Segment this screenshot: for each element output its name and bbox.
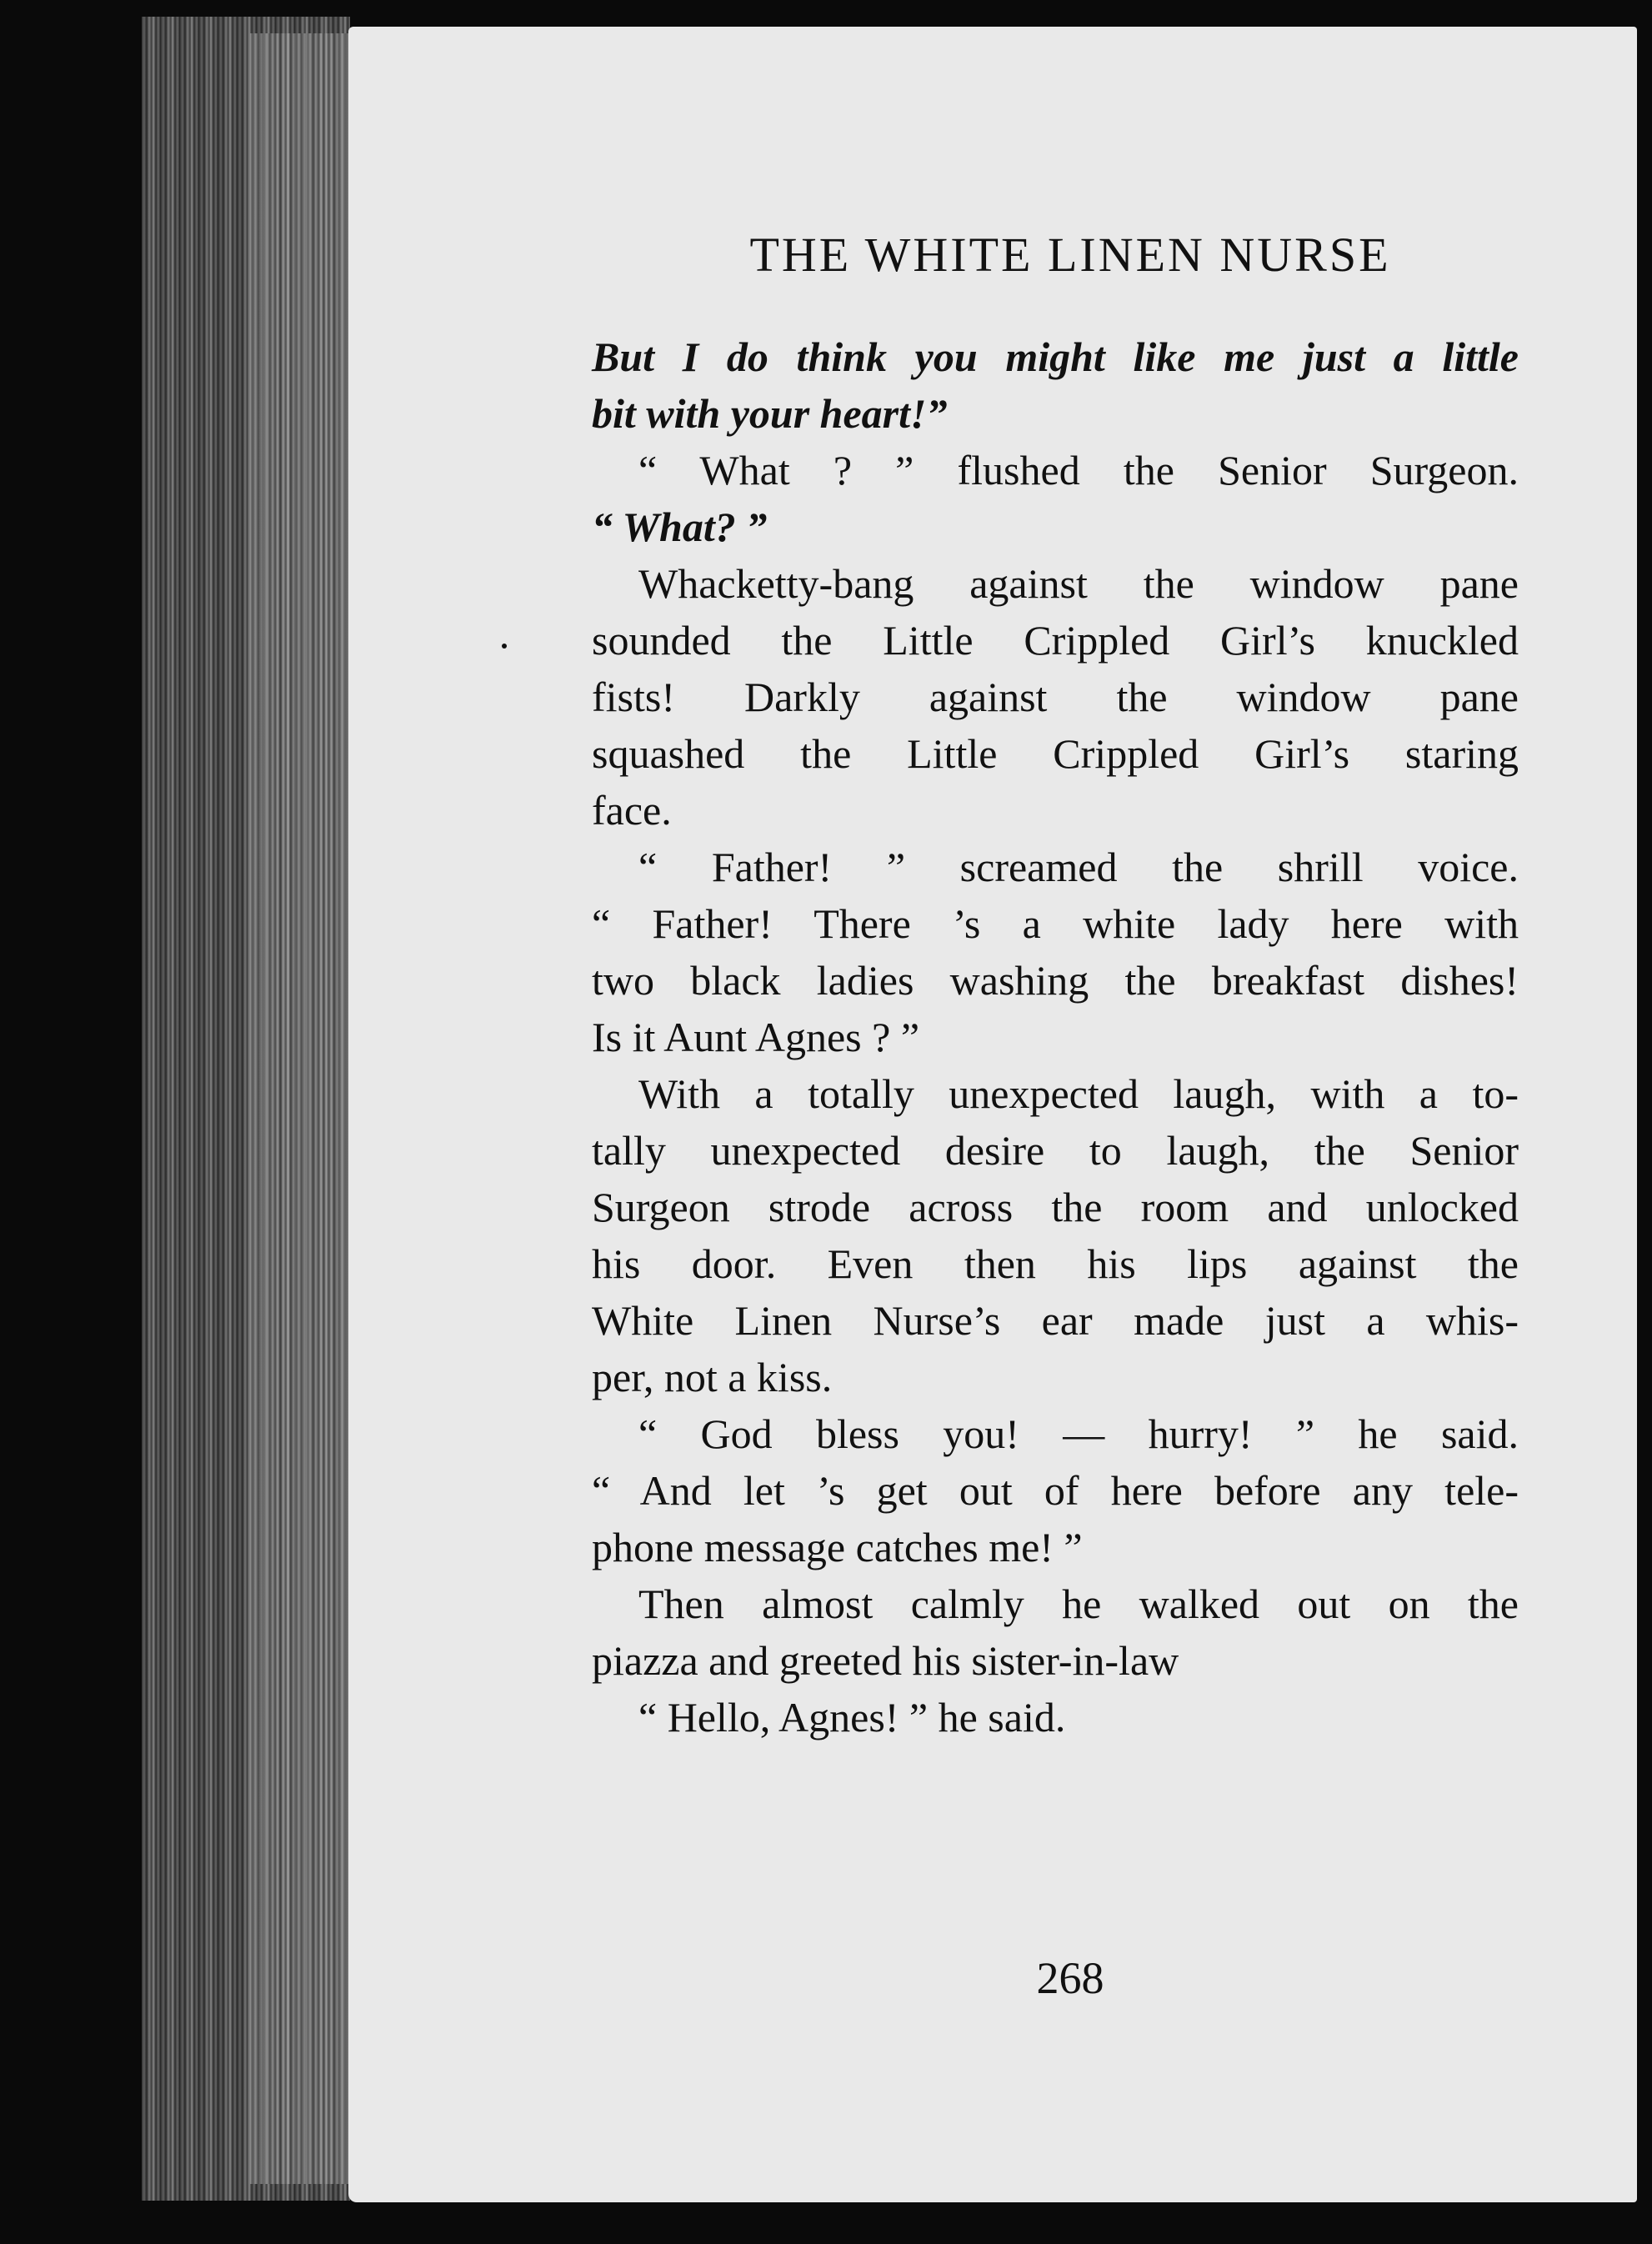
text-line: “ Father! There ’s a white lady here with [592, 900, 1519, 947]
text-line: “ And let ’s get out of here before any tele- [592, 1467, 1519, 1514]
text-line: “ God bless you! — hurry! ” he said. [638, 1410, 1519, 1457]
text-line: face. [592, 787, 672, 834]
text-line: Whacketty-bang against the window pane [638, 560, 1519, 607]
book-page [348, 27, 1637, 2202]
text-line: tally unexpected desire to laugh, the Senior [592, 1127, 1519, 1174]
text-line: Surgeon strode across the room and unlocked [592, 1184, 1519, 1230]
text-line: squashed the Little Crippled Girl’s staring [592, 730, 1519, 777]
page-number: 268 [1036, 1953, 1104, 2003]
text-line: “ Father! ” screamed the shrill voice. [638, 844, 1519, 890]
body-text [592, 328, 1519, 1746]
text-line: phone message catches me! ” [592, 1524, 1083, 1570]
text-line: Is it Aunt Agnes ? ” [592, 1014, 920, 1060]
text-line: per, not a kiss. [592, 1354, 833, 1400]
text-line: his door. Even then his lips against the [592, 1240, 1519, 1287]
running-title: THE WHITE LINEN NURSE [749, 228, 1391, 282]
text-line: But I do think you might like me just a little [592, 333, 1519, 380]
text-line: sounded the Little Crippled Girl’s knuckled [592, 617, 1519, 664]
text-line: With a totally unexpected laugh, with a to- [638, 1070, 1519, 1117]
text-line: White Linen Nurse’s ear made just a whis- [592, 1297, 1519, 1344]
text-line: piazza and greeted his sister-in-law [592, 1637, 1179, 1684]
text-line: Then almost calmly he walked out on the [638, 1580, 1519, 1627]
text-line: “ What? ” [592, 503, 768, 550]
text-line: “ Hello, Agnes! ” he said. [638, 1694, 1066, 1741]
dust-speck [502, 644, 507, 649]
text-line: fists! Darkly against the window pane [592, 674, 1519, 720]
text-line: “ What ? ” flushed the Senior Surgeon. [638, 447, 1519, 493]
page-edges-highlight [250, 33, 350, 2184]
text-line: bit with your heart!” [592, 390, 948, 437]
text-line: two black ladies washing the breakfast dishes! [592, 957, 1519, 1004]
